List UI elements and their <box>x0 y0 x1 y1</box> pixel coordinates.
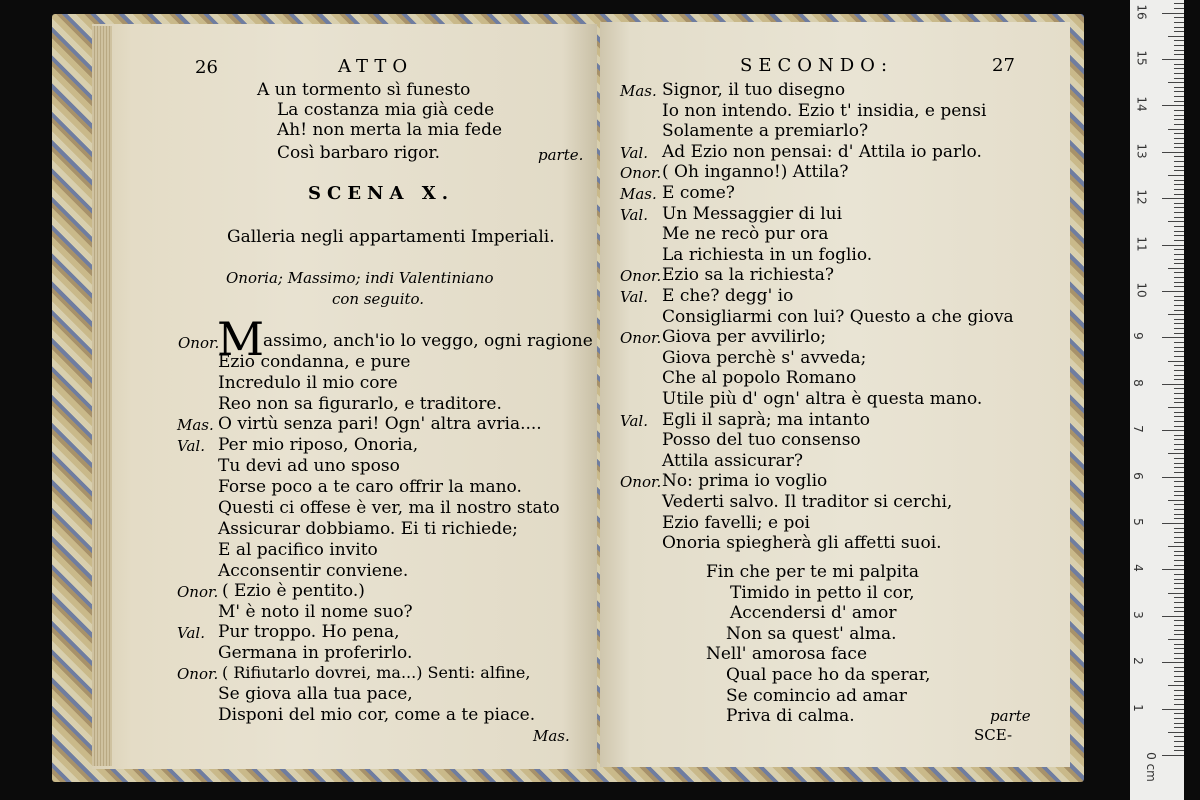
ruler-tick <box>1174 263 1184 264</box>
dialogue-line: E che? degg' io <box>662 286 794 306</box>
ruler-tick <box>1174 555 1184 556</box>
ruler-tick <box>1174 249 1184 250</box>
dialogue-line: Vederti salvo. Il traditor si cerchi, <box>662 492 953 512</box>
dialogue-line: Forse poco a te caro offrir la mano. <box>218 477 522 497</box>
ruler-tick <box>1174 310 1184 311</box>
ruler-tick <box>1174 495 1184 496</box>
speaker-tag: Val. <box>177 624 205 642</box>
ruler-tick <box>1174 588 1184 589</box>
dialogue-line: Signor, il tuo disegno <box>662 80 846 100</box>
ruler-tick <box>1174 342 1184 343</box>
ruler-number: 14 <box>1134 96 1149 113</box>
ruler-tick <box>1174 50 1184 51</box>
dialogue-line: Ezio sa la richiesta? <box>662 265 835 286</box>
ruler-tick <box>1174 96 1184 97</box>
dialogue-line: Giova per avvilirlo; <box>662 327 827 348</box>
ruler-tick <box>1174 45 1184 46</box>
speaker-tag: Mas. <box>177 416 214 434</box>
ruler-tick <box>1168 500 1184 501</box>
ruler-tick <box>1174 147 1184 148</box>
ruler-tick <box>1174 472 1184 473</box>
speaker-tag: Val. <box>620 411 648 430</box>
aria-line: Nell' amorosa face <box>706 644 868 665</box>
dialogue-line: E al pacifico invito <box>218 540 378 560</box>
dialogue-line: Posso del tuo consenso <box>662 430 861 451</box>
ruler-tick <box>1174 347 1184 348</box>
ruler-tick <box>1174 180 1184 181</box>
aria-line: Non sa quest' alma. <box>726 623 897 644</box>
right-running-head: SECONDO: <box>740 55 894 76</box>
ruler-tick <box>1174 138 1184 139</box>
ruler-tick <box>1174 333 1184 334</box>
ruler-tick <box>1174 365 1184 366</box>
ruler-tick <box>1174 54 1184 55</box>
ruler-tick <box>1174 402 1184 403</box>
ruler-tick <box>1168 314 1184 315</box>
dialogue-line: E come? <box>662 183 735 203</box>
ruler-tick <box>1174 286 1184 287</box>
dialogue-line: Disponi del mio cor, come a te piace. <box>218 705 536 725</box>
ruler-unit: 0 cm <box>1143 752 1158 782</box>
ruler-tick <box>1162 662 1184 663</box>
right-page-number: 27 <box>992 55 1015 76</box>
dialogue-line: Incredulo il mio core <box>218 373 398 393</box>
dialogue-line: Consigliarmi con lui? Questo a che giova <box>662 306 1014 327</box>
ruler-tick <box>1174 518 1184 519</box>
ruler-tick <box>1174 750 1184 751</box>
ruler-tick <box>1174 212 1184 213</box>
dialogue-line: ( Oh inganno!) Attila? <box>662 162 849 183</box>
ruler-tick <box>1174 73 1184 74</box>
dialogue-line: Ezio favelli; e poi <box>662 512 810 533</box>
ruler-tick <box>1174 277 1184 278</box>
dialogue-line: Questi ci offese è ver, ma il nostro stato <box>218 498 560 518</box>
dialogue-line: Un Messaggier di lui <box>662 203 843 224</box>
ruler-tick <box>1174 226 1184 227</box>
ruler-tick <box>1168 268 1184 269</box>
ruler-number: 16 <box>1134 3 1149 20</box>
ruler-tick <box>1162 569 1184 570</box>
ruler-tick <box>1174 583 1184 584</box>
ruler-tick <box>1174 416 1184 417</box>
ruler-tick <box>1174 514 1184 515</box>
ruler-tick <box>1174 379 1184 380</box>
ruler-tick <box>1162 105 1184 106</box>
ruler-tick <box>1162 198 1184 199</box>
dialogue-line: ( Ezio è pentito.) <box>222 581 365 601</box>
ruler-tick <box>1174 189 1184 190</box>
dialogue-line: Solamente a premiarlo? <box>662 121 869 142</box>
ruler-number: 12 <box>1134 189 1149 205</box>
ruler-tick <box>1174 91 1184 92</box>
ruler-tick <box>1174 27 1184 28</box>
ruler-tick <box>1174 565 1184 566</box>
ruler-tick <box>1168 453 1184 454</box>
ruler-tick <box>1174 713 1184 714</box>
ruler-tick <box>1174 115 1184 116</box>
ruler-number: 3 <box>1130 610 1145 619</box>
dialogue-line: M' è noto il nome suo? <box>218 602 413 622</box>
ruler-tick <box>1174 699 1184 700</box>
speaker-tag: Onor. <box>177 665 219 683</box>
verse-line: La costanza mia già cede <box>277 100 495 120</box>
ruler-number: 11 <box>1134 235 1149 252</box>
ruler-tick <box>1162 709 1184 710</box>
ruler-tick <box>1174 31 1184 32</box>
ruler-tick <box>1174 648 1184 649</box>
dialogue-line: ( Rifiutarlo dovrei, ma...) Senti: alfine, <box>222 663 531 682</box>
ruler-number: 6 <box>1130 471 1145 480</box>
dialogue-line: Reo non sa figurarlo, e traditore. <box>218 394 502 414</box>
dialogue-line: Che al popolo Romano <box>662 368 857 389</box>
dialogue-line: Giova perchè s' avveda; <box>662 347 867 368</box>
speaker-tag: Onor. <box>620 473 662 492</box>
ruler-tick <box>1174 528 1184 529</box>
speaker-tag: Onor. <box>620 329 662 348</box>
ruler-tick <box>1174 690 1184 691</box>
ruler-tick <box>1174 463 1184 464</box>
ruler-tick <box>1174 509 1184 510</box>
ruler-tick <box>1162 59 1184 60</box>
ruler-tick <box>1174 143 1184 144</box>
ruler-tick <box>1174 3 1184 4</box>
speaker-tag: Onor. <box>620 164 662 183</box>
speaker-tag: Val. <box>177 437 205 455</box>
ruler-tick <box>1174 630 1184 631</box>
aria-line: Priva di calma. <box>726 706 855 727</box>
ruler-tick <box>1168 82 1184 83</box>
ruler-tick <box>1174 579 1184 580</box>
aria-line: Accendersi d' amor <box>730 603 897 624</box>
dialogue-line: Io non intendo. Ezio t' insidia, e pensi <box>662 100 987 121</box>
ruler-tick <box>1174 8 1184 9</box>
verse-line: Ah! non merta la mia fede <box>277 120 503 140</box>
ruler-tick <box>1168 175 1184 176</box>
dialogue-line: Per mio riposo, Onoria, <box>218 435 419 455</box>
ruler-tick <box>1174 375 1184 376</box>
ruler-tick <box>1162 152 1184 153</box>
ruler-tick <box>1174 681 1184 682</box>
ruler-tick <box>1174 644 1184 645</box>
ruler-tick <box>1174 426 1184 427</box>
ruler-tick <box>1174 467 1184 468</box>
ruler-tick <box>1162 477 1184 478</box>
ruler-tick <box>1168 546 1184 547</box>
scene-setting: Galleria negli appartamenti Imperiali. <box>227 227 555 247</box>
ruler-tick <box>1174 542 1184 543</box>
ruler-tick <box>1174 574 1184 575</box>
speaker-tag: Val. <box>620 205 648 224</box>
ruler-tick <box>1162 291 1184 292</box>
drop-cap: M <box>217 312 265 366</box>
dialogue-line: Ad Ezio non pensai: d' Attila io parlo. <box>662 141 982 162</box>
ruler-tick <box>1174 393 1184 394</box>
ruler-tick <box>1174 156 1184 157</box>
dialogue-line: Egli il saprà; ma intanto <box>662 409 871 430</box>
ruler-tick <box>1174 602 1184 603</box>
ruler-tick <box>1174 704 1184 705</box>
ruler-tick <box>1174 133 1184 134</box>
ruler-tick <box>1174 272 1184 273</box>
ruler-tick <box>1174 64 1184 65</box>
aria-line: Qual pace ho da sperar, <box>726 665 931 685</box>
ruler-tick <box>1174 449 1184 450</box>
aria-line: Fin che per te mi palpita <box>706 562 919 582</box>
scene-title: SCENA X. <box>308 183 454 204</box>
ruler-tick <box>1174 491 1184 492</box>
dialogue-line: assimo, anch'io lo veggo, ogni ragione <box>263 331 593 351</box>
speaker-tag: Onor. <box>178 334 220 352</box>
ruler-tick <box>1174 504 1184 505</box>
ruler-tick <box>1174 718 1184 719</box>
ruler-tick <box>1174 305 1184 306</box>
ruler-tick <box>1168 407 1184 408</box>
ruler-tick <box>1174 412 1184 413</box>
ruler-tick <box>1174 87 1184 88</box>
ruler-number: 8 <box>1130 378 1145 387</box>
ruler-tick <box>1174 435 1184 436</box>
ruler-number: 9 <box>1130 332 1145 341</box>
ruler-tick <box>1174 356 1184 357</box>
page-edge <box>92 26 112 766</box>
exit-note: parte. <box>538 146 584 164</box>
ruler-tick <box>1174 736 1184 737</box>
dialogue-line: Me ne recò pur ora <box>662 224 829 245</box>
dialogue-line: O virtù senza pari! Ogn' altra avria.... <box>218 414 542 434</box>
ruler-tick <box>1174 101 1184 102</box>
dialogue-line: Assicurar dobbiamo. Ei ti richiede; <box>218 519 518 539</box>
dialogue-line: Onoria spiegherà gli affetti suoi. <box>662 533 942 554</box>
ruler-tick <box>1174 194 1184 195</box>
ruler-tick <box>1174 296 1184 297</box>
ruler-tick <box>1168 221 1184 222</box>
ruler-tick <box>1168 685 1184 686</box>
dialogue-line: Se giova alla tua pace, <box>218 684 413 704</box>
ruler-tick <box>1174 537 1184 538</box>
ruler-tick <box>1174 119 1184 120</box>
characters-line: Onoria; Massimo; indi Valentiniano <box>226 269 494 287</box>
ruler-tick <box>1174 161 1184 162</box>
dialogue-line: Acconsentir conviene. <box>218 561 409 581</box>
ruler-tick <box>1174 658 1184 659</box>
dialogue-line: Pur troppo. Ho pena, <box>218 622 400 642</box>
ruler-tick <box>1174 300 1184 301</box>
ruler-tick <box>1174 607 1184 608</box>
ruler-tick <box>1174 481 1184 482</box>
ruler-tick <box>1174 351 1184 352</box>
speaker-tag: Onor. <box>620 267 662 286</box>
dialogue-line: Germana in proferirlo. <box>218 643 413 663</box>
characters-line: con seguito. <box>332 290 425 308</box>
ruler-number: 4 <box>1130 564 1145 573</box>
ruler-tick <box>1174 667 1184 668</box>
ruler-number: 1 <box>1130 703 1145 712</box>
ruler-tick <box>1174 560 1184 561</box>
ruler-number: 10 <box>1134 282 1149 298</box>
aria-line: Timido in petto il cor, <box>730 582 915 603</box>
ruler-tick <box>1174 231 1184 232</box>
ruler-tick <box>1162 337 1184 338</box>
ruler-tick <box>1174 611 1184 612</box>
aria-line: Se comincio ad amar <box>726 685 907 706</box>
ruler-tick <box>1174 421 1184 422</box>
ruler-tick <box>1174 184 1184 185</box>
ruler-tick <box>1174 741 1184 742</box>
ruler-tick <box>1162 616 1184 617</box>
ruler-number: 5 <box>1130 518 1145 526</box>
ruler-tick <box>1174 17 1184 18</box>
ruler-tick <box>1162 384 1184 385</box>
ruler-tick <box>1174 217 1184 218</box>
exit-note: parte <box>990 707 1031 725</box>
ruler-tick <box>1174 388 1184 389</box>
ruler-tick <box>1162 245 1184 246</box>
ruler-tick <box>1162 523 1184 524</box>
ruler-tick <box>1174 235 1184 236</box>
speaker-tag: Mas. <box>620 185 657 203</box>
ruler-tick <box>1174 319 1184 320</box>
dialogue-line: No: prima io voglio <box>662 471 828 492</box>
ruler-tick <box>1162 13 1184 14</box>
ruler-tick <box>1168 129 1184 130</box>
ruler-tick <box>1174 323 1184 324</box>
ruler-tick <box>1174 240 1184 241</box>
ruler-tick <box>1174 671 1184 672</box>
ruler-number: 7 <box>1130 425 1145 434</box>
ruler-tick <box>1174 439 1184 440</box>
speaker-tag: Mas. <box>620 82 657 100</box>
ruler-tick <box>1174 166 1184 167</box>
ruler-number: 15 <box>1134 50 1149 66</box>
dialogue-line: Ezio condanna, e pure <box>218 352 411 372</box>
dialogue-line: Utile più d' ogn' altra è questa mano. <box>662 389 983 409</box>
verse-line: A un tormento sì funesto <box>257 80 471 100</box>
ruler-tick <box>1174 458 1184 459</box>
ruler-tick <box>1174 78 1184 79</box>
scale-ruler <box>1130 0 1184 800</box>
dialogue-line: Attila assicurar? <box>662 450 804 471</box>
ruler-tick <box>1174 370 1184 371</box>
catchword: Mas. <box>533 727 570 745</box>
ruler-tick <box>1174 486 1184 487</box>
ruler-tick <box>1174 254 1184 255</box>
ruler-tick <box>1168 361 1184 362</box>
ruler-tick <box>1174 597 1184 598</box>
dialogue-line: La richiesta in un foglio. <box>662 244 873 265</box>
ruler-tick <box>1174 746 1184 747</box>
ruler-tick <box>1174 625 1184 626</box>
ruler-tick <box>1174 68 1184 69</box>
ruler-number: 13 <box>1134 143 1149 159</box>
ruler-tick <box>1174 444 1184 445</box>
ruler-tick <box>1174 532 1184 533</box>
ruler-tick <box>1174 170 1184 171</box>
ruler-tick <box>1174 22 1184 23</box>
catchword: SCE- <box>974 726 1013 744</box>
ruler-tick <box>1174 203 1184 204</box>
ruler-tick <box>1174 727 1184 728</box>
ruler-tick <box>1174 110 1184 111</box>
ruler-tick <box>1168 593 1184 594</box>
ruler-tick <box>1168 732 1184 733</box>
ruler-tick <box>1174 653 1184 654</box>
ruler-tick <box>1168 639 1184 640</box>
ruler-tick <box>1174 259 1184 260</box>
ruler-tick <box>1174 551 1184 552</box>
left-page-number: 26 <box>195 57 218 78</box>
verse-line: Così barbaro rigor. <box>277 143 441 163</box>
ruler-tick <box>1174 723 1184 724</box>
speaker-tag: Onor. <box>177 583 219 601</box>
ruler-tick <box>1174 620 1184 621</box>
speaker-tag: Val. <box>620 288 648 306</box>
ruler-tick <box>1174 282 1184 283</box>
dialogue-line: Tu devi ad uno sposo <box>218 456 400 476</box>
ruler-tick <box>1174 124 1184 125</box>
speaker-tag: Val. <box>620 143 648 162</box>
left-running-head: ATTO <box>338 56 414 77</box>
ruler-tick <box>1174 40 1184 41</box>
ruler-tick <box>1174 634 1184 635</box>
ruler-tick <box>1174 207 1184 208</box>
ruler-tick <box>1174 328 1184 329</box>
ruler-number: 2 <box>1130 657 1145 666</box>
ruler-tick <box>1168 36 1184 37</box>
ruler-tick <box>1174 695 1184 696</box>
ruler-tick <box>1162 755 1184 756</box>
ruler-tick <box>1174 676 1184 677</box>
ruler-tick <box>1162 430 1184 431</box>
ruler-tick <box>1174 398 1184 399</box>
